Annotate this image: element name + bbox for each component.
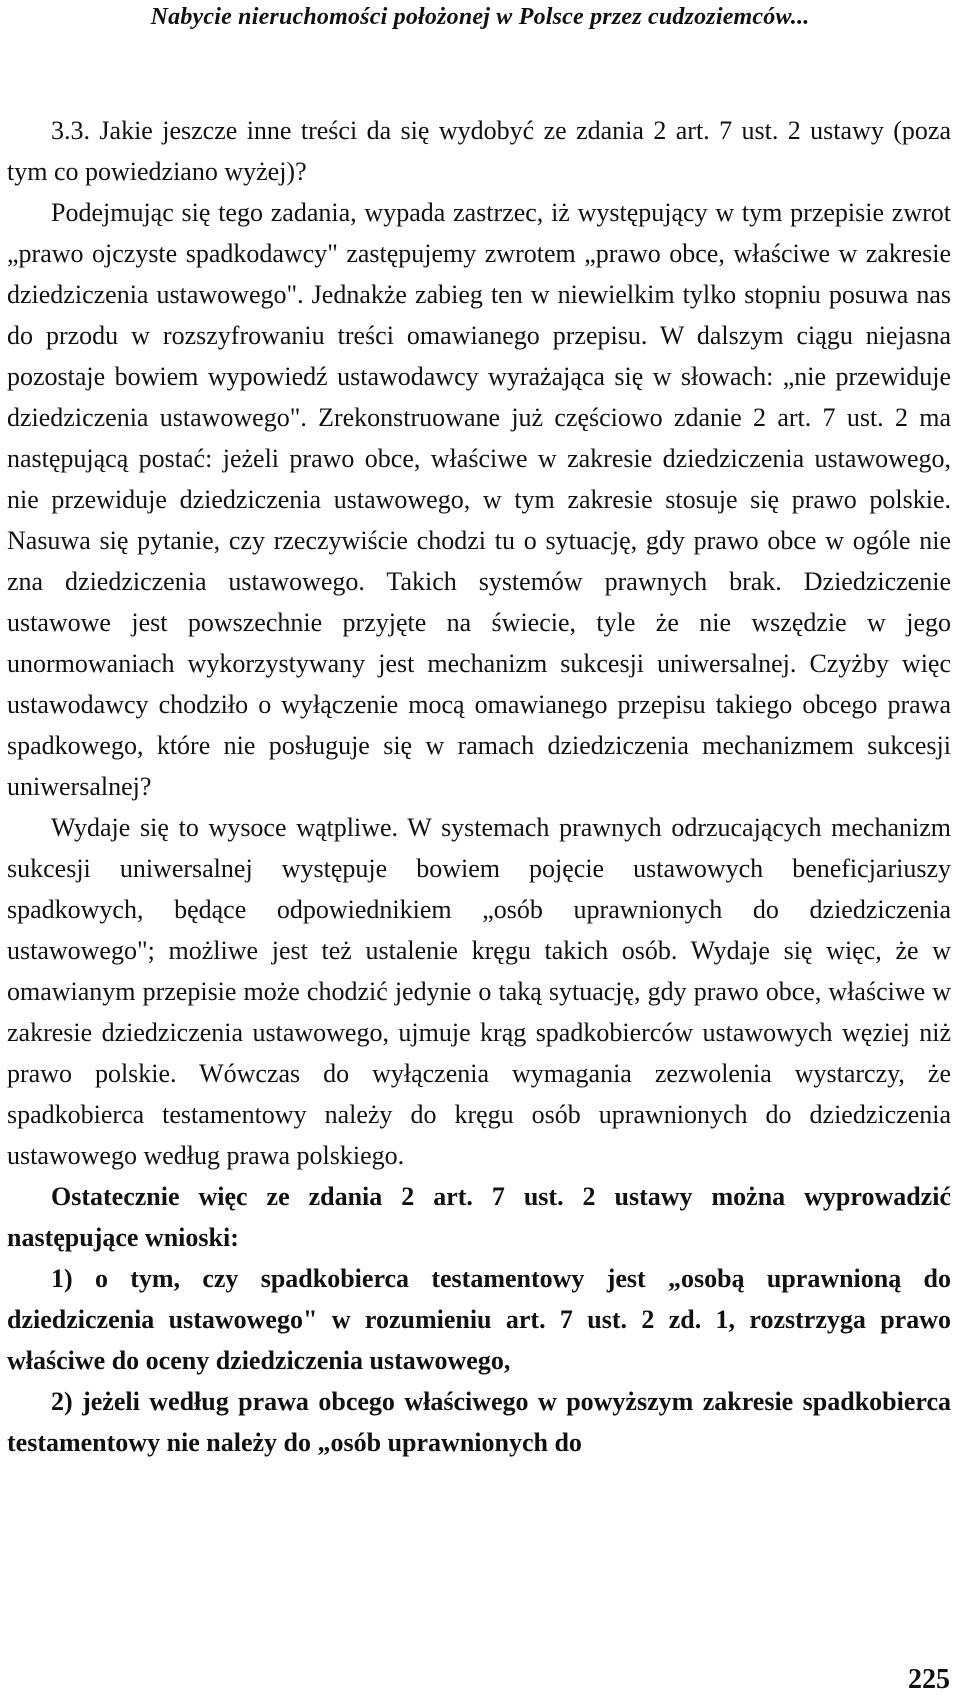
body-text: [7, 110, 951, 1463]
doubt-paragraph: Wydaje się to wysoce wątpliwe. W systemach prawnych odrzucających mechanizm sukcesji uniwersalnej występuje bowiem pojęcie ustawowych beneficjariuszy spadkowych, będące odpowiednikiem „osób uprawnionych do dziedziczenia ustawowego"; możliwe jest też ustalenie kręgu takich osób. Wydaje się więc, że w omawianym przepisie może chodzić jedynie o taką sytuację, gdy prawo obce, właściwe w zakresie dziedziczenia ustawowego, ujmuje krąg spadkobierców ustawowych węziej niż prawo polskie. Wówczas do wyłączenia wymagania zezwolenia wystarczy, że spadkobierca testamentowy należy do kręgu osób uprawnionych do dziedziczenia ustawowego według prawa polskiego.: [7, 813, 951, 1170]
running-header: Nabycie nieruchomości położonej w Polsce przez cudzoziemców...: [150, 4, 810, 30]
analysis-paragraph: Podejmując się tego zadania, wypada zastrzec, iż występujący w tym przepisie zwrot „prawo ojczyste spadkodawcy" zastępujemy zwrotem „prawo obce, właściwe w zakresie dziedziczenia ustawowego". Jednakże zabieg ten w niewielkim tylko stopniu posuwa nas do przodu w rozszyfrowaniu treści omawianego przepisu. W dalszym ciągu niejasna pozostaje bowiem wypowiedź ustawodawcy wyrażająca się w słowach: „nie przewiduje dziedziczenia ustawowego". Zrekonstruowane już częściowo zdanie 2 art. 7 ust. 2 ma następującą postać: jeżeli prawo obce, właściwe w zakresie dziedziczenia ustawowego, nie przewiduje dziedziczenia ustawowego, w tym zakresie stosuje się prawo polskie. Nasuwa się pytanie, czy rzeczywiście chodzi tu o sytuację, gdy prawo obce w ogóle nie zna dziedziczenia ustawowego. Takich systemów prawnych brak. Dziedziczenie ustawowe jest powszechnie przyjęte na świecie, tyle że nie wszędzie w jego unormowaniach wykorzystywany jest mechanizm sukcesji uniwersalnej. Czyżby więc ustawodawcy chodziło o wyłączenie mocą omawianego przepisu takiego obcego prawa spadkowego, które nie posługuje się w ramach dziedziczenia mechanizmem sukcesji uniwersalnej?: [7, 198, 951, 801]
conclusion-item-2: 2) jeżeli według prawa obcego właściwego w powyższym zakresie spadkobierca testamentowy nie należy do „osób uprawnionych do: [7, 1387, 951, 1457]
conclusions-intro-paragraph: Ostatecznie więc ze zdania 2 art. 7 ust. 2 ustawy można wyprowadzić następujące wnioski:: [7, 1182, 951, 1252]
conclusion-item-1: 1) o tym, czy spadkobierca testamentowy jest „osobą uprawnioną do dziedziczenia ustawowego" w rozumieniu art. 7 ust. 2 zd. 1, rozstrzyga prawo właściwe do oceny dziedziczenia ustawowego,: [7, 1264, 951, 1375]
section-question-paragraph: 3.3. Jakie jeszcze inne treści da się wydobyć ze zdania 2 art. 7 ust. 2 ustawy (poza tym co powiedziano wyżej)?: [7, 116, 951, 186]
page-number: 225: [908, 1664, 950, 1695]
